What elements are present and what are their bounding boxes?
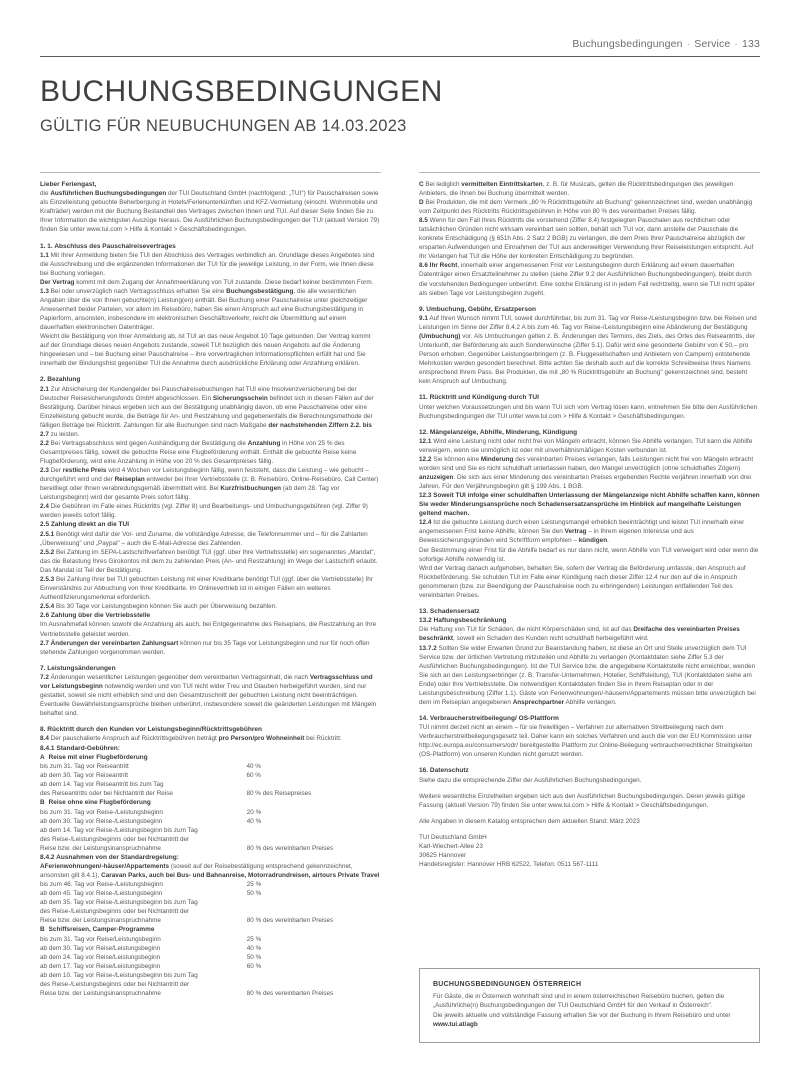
austria-box-url: www.tui.at/agb	[433, 1020, 478, 1028]
running-header	[40, 0, 760, 50]
table-row	[40, 789, 381, 798]
right-column-rule	[419, 172, 760, 173]
left-column-rule	[40, 172, 381, 173]
table-row	[40, 889, 381, 898]
austria-conditions-box	[419, 968, 760, 1043]
clause-2-1: 2.1 Zur Absicherung der Kundengelder bei Pauschalreisebuchungen hat TUI eine Insolvenzversicherung bei der Deutscher Reisesicherungsfonds GmbH abgeschlossen. Ein Sicherungsschein befindet sich in diesen Fällen auf der Bestätigung. Darüber hinaus ergeben sich aus der Bestätigung unabhängig davon, ob eine Pauschalreise oder eine Einzelleistung gebucht wurde, die Beträge für An- und Restzahlung und gegebenenfalls die Berechnungsmethode der fälligen Beträge bei Rücktritt. Zahlungen für alle Buchungen sind nach Maßgabe der nachstehenden Ziffern 2.2. bis 2.7 zu leisten.	[40, 385, 374, 438]
table-row	[40, 898, 381, 907]
fee-label: des Reiseantritts oder bei Nichtantritt der Reise	[40, 790, 173, 798]
clause-8-5: 8.5 Wenn für den Fall Ihres Rücktritts die vorstehend (Ziffer 8.4) festgelegten Pauschalen aus rechtlichen oder tatsächlichen Gründen nicht wirksam vereinbart sein sollten, behält sich TUI vor, dann anstelle der Pauschale die konkrete Entschädigung (§ 651h Abs. 2 Satz 2 BGB) zu verlangen, die dem Preis Ihrer Pauschalreise abzüglich der ersparten Aufwendungen und Einnahmen der TUI aus anderweitiger Verwendung Ihrer Reiseleistungen entspricht. Auf Ihr Verlangen hat TUI die Höhe der konkreten Entschädigung zu begründen.	[419, 217, 754, 261]
fee-value: 60 %	[246, 962, 262, 970]
clause-7-2: 7.2 Änderungen wesentlicher Leistungen gegenüber dem vereinbarten Vertragsinhalt, die nach Vertragsschluss und vor Leistungsbeginn notwendig werden und von TUI nicht wider Treu und Glauben herbeigeführt wurden, sind nur gestattet, soweit sie nicht erheblich sind und den Gesamtzuschnitt der gebuchten Leistung nicht beeinträchtigen. Eventuelle Gewährleistungsansprüche bleiben unberührt, insbesondere soweit die geänderten Leistungen mit Mängeln behaftet sind.	[40, 673, 377, 718]
fee-value: 80 % des vereinbarten Preises	[246, 844, 334, 852]
table-row	[40, 780, 381, 789]
exception-a-letter: A	[40, 863, 45, 871]
fee-table-exception-b-body	[40, 935, 381, 998]
clause-1-4: Weicht die Bestätigung von Ihrer Anmeldung ab, ist TUI an das neue Angebot 10 Tage gebunden. Der Vertrag kommt auf der Grundlage dieses neuen Angebots zustande, soweit TUI bezüglich des neuen Angebots auf die Änderung hingewiesen und – bei Buchung einer Pauschalreise – ihre vorvertraglichen Informationspflichten erfüllt hat und Sie innerhalb der Bindungsfrist gegenüber TUI die Annahme durch ausdrückliche Erklärung oder Anzahlung erklären.	[40, 333, 371, 368]
fee-label: bis zum 31. Tag vor Reiseantritt	[40, 763, 129, 771]
fee-group-b-title: B Reise ohne eine Flugbeförderung	[40, 799, 151, 807]
table-row	[40, 817, 381, 826]
heading-8: 8. Rücktritt durch den Kunden vor Leistungsbeginn/Rücktrittsgebühren	[40, 726, 263, 734]
clause-14: TUI nimmt derzeit nicht an einem – für sie freiwilligen – Verfahren zur alternativen Streitbeilegung nach dem Verbraucherstreitbeilegungsgesetz teil. Daher kann ein solches Verfahren und auch die von der EU Kommission unter http://ec.europa.eu/consumers/odr/ bereitgestellte Plattform zur Online-Beilegung verbraucherrechtlicher Streitigkeiten (OS-Plattform) von unseren Kunden nicht genutzt werden.	[419, 724, 753, 759]
fee-label: des Reise-/Leistungsbeginns oder bei Nichtantritt der	[40, 835, 190, 843]
fee-label: ab dem 30. Tag vor Reise/Leistungsbeginn	[40, 944, 161, 952]
clause-16: Siehe dazu die entsprechende Ziffer der Ausführlichen Buchungsbedingungen.	[419, 776, 642, 784]
table-row	[40, 962, 381, 971]
fee-label: ab dem 35. Tag vor Reise-/Leistungsbeginn bis zum Tag	[40, 899, 198, 907]
fee-value: 25 %	[246, 881, 262, 889]
fee-table-a-body	[40, 762, 381, 798]
table-row	[40, 844, 381, 853]
fee-label: ab dem 24. Tag vor Reise/Leistungsbeginn	[40, 953, 161, 961]
clause-12-4: 12.4 Ist die gebuchte Leistung durch einen Leistungsmangel erheblich beeinträchtigt und leistet TUI innerhalb einer angemessenen Frist keine Abhilfe, können Sie den Vertrag – in Ihrem eigenen Interesse und aus Beweissicherungsgründen wird Schriftform empfohlen – kündigen.	[419, 519, 745, 545]
fee-label: Reise bzw. der Leistungsinanspruchnahme	[40, 917, 161, 925]
fee-label: des Reise-/Leistungsbeginns oder bei Nichtantritt der	[40, 908, 190, 916]
clause-2-5-2: 2.5.2 Bei Zahlung im SEPA-Lastschriftverfahren benötigt TUI (ggf. über Ihre Vertriebsstelle) ein sogenanntes „Mandat", das die Belastung Ihres Girokontos mit dem zu zahlenden Preis (An- und Restzahlung) im Wege der Lastschrift erlaubt. Das Mandat ist Teil der Bestätigung.	[40, 548, 378, 574]
fee-group-a-letter: A	[40, 753, 45, 761]
fee-value: 40 %	[246, 817, 262, 825]
fee-value: 20 %	[246, 808, 262, 816]
fee-label: ab dem 14. Tag vor Reiseantritt bis zum Tag	[40, 781, 164, 789]
fee-table-b	[40, 808, 381, 853]
table-row	[40, 835, 381, 844]
fee-value	[247, 898, 381, 907]
clause-13-2: Die Haftung von TUI für Schäden, die nicht Körperschäden sind, ist auf das Dreifache des vereinbarten Preises beschränkt, soweit ein Schaden des Kunden nicht schuldhaft herbeigeführt wird.	[419, 626, 740, 643]
clause-2-5-1: 2.5.1 Benötigt wird dafür der Vor- und Zuname, die vollständige Adresse, die Telefonnummer und – für die Zahlarten „Überweisung" und „Paypal" – auch die E-Mail-Adresse des Zahlenden.	[40, 530, 368, 547]
fee-label: bis zum 31. Tag vor Reise-/Leistungsbeginn	[40, 808, 163, 816]
austria-box-title: BUCHUNGSBEDINGUNGEN ÖSTERREICH	[433, 981, 582, 989]
clause-2-2: 2.2 Bei Vertragsabschluss wird gegen Aushändigung der Bestätigung die Anzahlung in Höhe von 25 % des Gesamtpreises fällig, soweit die gebuchte Reise eine Flugbeförderung enthält. Enthält die gebuchte Reise keine Flugbeförderung, wird eine Anzahlung in Höhe von 20 % des Gesamtpreises fällig.	[40, 440, 357, 466]
exception-b-title: B Schiffsreisen, Camper-Programme	[40, 926, 155, 934]
heading-9: 9. Umbuchung, Gebühr, Ersatzperson	[419, 305, 536, 313]
company-street: Karl-Wiechert-Allee 23	[419, 842, 483, 850]
fee-label: des Reise-/Leistungsbeginns oder bei Nichtantritt der	[40, 980, 190, 988]
fee-label: ab dem 30. Tag vor Reise-/Leistungsbeginn	[40, 817, 163, 825]
table-row	[40, 880, 381, 889]
page-title: BUCHUNGSBEDINGUNGEN	[40, 75, 443, 108]
table-row	[40, 953, 381, 962]
intro-paragraph: die Ausführlichen Buchungsbedingungen der TUI Deutschland GmbH (nachfolgend: „TUI") für Pauschalreisen sowie als Einzelleistung gebuchte Beherbergung in Hotels/Ferienunterkünften und KFZ-Vermietung (einschl. Wohnmobile und Krafträder) werden mit der Buchung Bestandteil des Vertrages zwischen Ihnen und TUI. Auf dieser Seite finden Sie zu Ihrer Information die wichtigsten Auszüge hieraus. Die Ausführlichen Buchungsbedingungen der TUI (aktuell Version 79) finden Sie unter www.tui.com > Hilfe & Kontakt > Geschäftsbedingungen.	[40, 190, 380, 234]
clause-12-1: 12.1 Wird eine Leistung nicht oder nicht frei von Mängeln erbracht, können Sie Abhilfe verlangen. TUI kann die Abhilfe verweigern, wenn sie unmöglich ist oder mit unverhältnismäßigen Kosten verbunden ist.	[419, 437, 753, 455]
fee-label: Reise bzw. der Leistungsinanspruchnahme	[40, 844, 161, 852]
closing-paragraph: Weitere wesentliche Einzelheiten ergeben sich aus den Ausführlichen Buchungsbedingungen. Deren jeweils gültige Fassung (aktuell Version 79) finden Sie unter www.tui.com > Hilfe & Kontakt > Geschäftsbedingungen.	[419, 792, 746, 809]
fee-value: 60 %	[246, 772, 261, 780]
table-row	[40, 826, 381, 835]
table-row	[40, 935, 381, 944]
table-row	[40, 762, 381, 771]
fee-value: 50 %	[246, 953, 262, 961]
clause-8-6: 8.6 Ihr Recht, innerhalb einer angemessenen Frist vor Leistungsbeginn durch Erklärung auf einem dauerhaften Datenträger einen Ersatzteilnehmer zu stellen (siehe Ziffer 9.2 der Ausführlichen Buchungsbedingungen), bleibt durch die vorstehenden Bedingungen unberührt. Eine solche Erklärung ist in jedem Fall rechtzeitig, wenn sie TUI nicht später als sieben Tage vor Leistungsbeginn zugeht.	[419, 262, 755, 297]
fee-group-a-title: A Reise mit einer Flugbeförderung	[40, 753, 148, 761]
clause-12-4-c: Wird der Vertrag danach aufgehoben, behalten Sie, sofern der Vertrag die Beförderung umfasste, den Anspruch auf Rückbeförderung. Sie schulden TUI im Falle einer Kündigung nach dieser Ziffer 12.4 nur den auf die in Anspruch genommenen (bzw. zur Beendigung der Pauschalreise noch zu erbringenden) Leistungen entfallenden Teil des vereinbarten Preises.	[419, 564, 746, 599]
fee-label: ab dem 17. Tag vor Reise/Leistungsbeginn	[40, 962, 161, 970]
exception-c: C Bei lediglich vermittelten Eintrittskarten, z. B. für Musicals, gelten die Rücktrittsbedingungen des jeweiligen Anbieters, die Ihnen bei Buchung übermittelt werden.	[419, 181, 734, 198]
clause-1-2: Der Vertrag kommt mit dem Zugang der Annahmeerklärung von TUI zustande. Diese bedarf keiner bestimmten Form.	[40, 278, 374, 286]
heading-13: 13. Schadensersatz	[419, 607, 480, 615]
fee-value: 80 % des Reisepreises	[246, 790, 312, 798]
breadcrumb-separator-1: ·	[686, 38, 691, 50]
fee-label: bis zum 46. Tag vor Reise-/Leistungsbeginn	[40, 881, 163, 889]
fee-value	[247, 907, 381, 916]
clause-1-1: 1.1 Mit Ihrer Anmeldung bieten Sie TUI den Abschluss des Vertrages verbindlich an. Grundlage dieses Angebotes sind die Ausschreibung und die ergänzenden Informationen der TUI für die jeweilige Leistung, in der Form, wie Ihnen diese bei Buchung vorliegen.	[40, 251, 375, 277]
fee-value: 50 %	[246, 890, 262, 898]
exception-d: D Bei Produkten, die mit dem Vermerk „80 % Rücktrittsgebühr ab Buchung" gekennzeichnet sind, werden unabhängig vom Zeitpunkt des Rücktritts Rücktrittsgebühren in Höhe von 80 % des vereinbarten Preises fällig.	[419, 199, 753, 216]
clause-2-7: 2.7 Änderungen der vereinbarten Zahlungsart können nur bis 35 Tage vor Leistungsbeginn und nur für noch offen stehende Zahlungen vorgenommen werden.	[40, 639, 370, 656]
clause-12-4-b: Der Bestimmung einer Frist für die Abhilfe bedarf es nur dann nicht, wenn Abhilfe von TUI verweigert wird oder wenn die sofortige Abhilfe notwendig ist.	[419, 546, 759, 563]
fee-value	[247, 980, 381, 989]
fee-label: Reise bzw. der Leistungsinanspruchnahme	[40, 990, 161, 998]
fee-table-b-body	[40, 808, 381, 853]
austria-box-line-1: Für Gäste, die in Österreich wohnhaft sind und in einem österreichischen Reisebüro buchen, gelten die „Ausführliche(n) Buchungsbedingungen der TUI Deutschland GmbH für den Verkauf in Österreich".	[433, 993, 725, 1010]
heading-8-4-1: 8.4.1 Standard-Gebühren:	[40, 744, 120, 752]
fee-label: ab dem 30. Tag vor Reiseantritt	[40, 772, 129, 780]
heading-11: 11. Rücktritt und Kündigung durch TUI	[419, 394, 539, 402]
fee-table-exception-a-body	[40, 880, 381, 925]
table-row	[40, 771, 381, 780]
fee-label: bis zum 31. Tag vor Reise/Leistungsbeginn	[40, 935, 161, 943]
breadcrumb-section: Buchungsbedingungen	[572, 38, 683, 50]
clause-2-3: 2.3 Der restliche Preis wird 4 Wochen vor Leistungsbeginn fällig, wenn feststeht, dass die Leistung – wie gebucht – durchgeführt wird und der Reiseplan entweder bei Ihrer Vertriebsstelle (z. B. Reisebüro, Online-Reisebüro, Call Center) bereitliegt oder Ihnen verabredungsgemäß übermittelt wird. Bei Kurzfristbuchungen (ab dem 28. Tag vor Leistungsbeginn) wird der gesamte Preis sofort fällig.	[40, 467, 379, 502]
fee-group-b-letter: B	[40, 799, 45, 807]
exception-b-letter: B	[40, 926, 45, 934]
company-city: 30625 Hannover	[419, 851, 467, 859]
fee-value	[246, 780, 381, 789]
clause-8-4: 8.4 Der pauschalierte Anspruch auf Rücktrittsgebühren beträgt pro Person/pro Wohneinheit bei Rücktritt:	[40, 735, 342, 743]
fee-label: ab dem 45. Tag vor Reise-/Leistungsbeginn	[40, 890, 163, 898]
heading-2-5: 2.5 Zahlung direkt an die TUI	[40, 521, 130, 529]
left-column	[40, 172, 381, 1047]
fee-value	[247, 835, 381, 844]
clause-12-2: 12.2 Sie können eine Minderung des vereinbarten Preises verlangen, falls Leistungen nicht frei von Mängeln erbracht worden sind und Sie es nicht schuldhaft unterlassen haben, den Mangel unverzüglich (ohne schuldhaftes Zögern) anzuzeigen. Die sich aus einer Minderung des vereinbarten Preises ergebenden Rechte verjähren innerhalb von drei Jahren. Für den Verjährungsbeginn gilt § 199 Abs. 1 BGB.	[419, 456, 754, 491]
clause-2-5-4: 2.5.4 Bis 30 Tage vor Leistungsbeginn können Sie auch per Überweisung bezahlen.	[40, 603, 278, 611]
clause-2-5-3: 2.5.3 Bei Zahlung Ihrer bei TUI gebuchten Leistung mit einer Kreditkarte benötigt TUI (ggf. über die Vertriebsstelle) Ihr Einverständnis zur Abbuchung von Ihrer Kreditkarte. Im Onlinevertrieb ist in einigen Fällen ein weiteres Authentifizierungsmerkmal erforderlich.	[40, 575, 373, 602]
clause-11: Unter welchen Voraussetzungen und bis wann TUI sich vom Vertrag lösen kann, entnehmen Sie bitte den Ausführlichen Buchungsbedingungen der TUI unter www.tui.com > Hilfe & Kontakt > Geschäftsbedingungen.	[419, 403, 758, 420]
table-row	[40, 980, 381, 989]
fee-value: 80 % des vereinbarten Preises	[246, 917, 334, 925]
fee-label: ab dem 14. Tag vor Reise-/Leistungsbeginn bis zum Tag	[40, 826, 198, 834]
heading-1: 1. 1. Abschluss des Pauschalreisevertrages	[40, 242, 176, 250]
fee-value: 80 % des vereinbarten Preises	[246, 990, 334, 998]
fee-table-a	[40, 762, 381, 798]
salutation: Lieber Feriengast,	[40, 181, 97, 188]
clause-2-4: 2.4 Die Gebühren im Falle eines Rücktritts (vgl. Ziffer 8) und Bearbeitungs- und Umbuchungsgebühren (vgl. Ziffer 9) werden jeweils sofort fällig.	[40, 503, 368, 520]
table-row	[40, 944, 381, 953]
company-name: TUI Deutschland GmbH	[419, 833, 487, 841]
clause-12-3: 12.3 Soweit TUI infolge einer schuldhaften Unterlassung der Mängelanzeige nicht Abhilfe schaffen kann, können Sie weder Minderungsansprüche noch Schadensersatzansprüche im Hinblick auf mangelhafte Leistungen geltend machen.	[419, 492, 760, 518]
heading-12: 12. Mängelanzeige, Abhilfe, Minderung, Kündigung	[419, 428, 578, 436]
header-divider	[40, 56, 760, 57]
fee-table-exception-a	[40, 880, 381, 925]
fee-value: 40 %	[246, 763, 261, 771]
fee-value: 40 %	[246, 944, 262, 952]
breadcrumb-service: Service	[694, 38, 731, 50]
heading-2-6: 2.6 Zahlung über die Vertriebsstelle	[40, 612, 151, 620]
heading-16: 16. Datenschutz	[419, 767, 469, 775]
austria-box-line-2: Die jeweils aktuelle und vollständige Fassung erhalten Sie vor der Buchung in Ihrem Reisebüro und unter www.tui.at/agb	[433, 1011, 731, 1028]
page-number: 133	[742, 38, 760, 50]
fee-label: ab dem 10. Tag vor Reise-/Leistungsbeginn bis zum Tag	[40, 971, 198, 979]
page-subtitle: GÜLTIG FÜR NEUBUCHUNGEN AB 14.03.2023	[40, 117, 407, 135]
heading-8-4-2: 8.4.2 Ausnahmen von der Standardregelung:	[40, 853, 179, 861]
fee-value	[247, 826, 381, 835]
heading-2: 2. Bezahlung	[40, 376, 81, 384]
heading-14: 14. Verbraucherstreitbeilegung/ OS-Plattform	[419, 714, 559, 722]
clause-13-7-2: 13.7.2 Sollten Sie wider Erwarten Grund zur Beanstandung haben, ist diese an Ort und Stelle unverzüglich dem TUI Service bzw. der örtlichen Vertretung mitzuteilen und Abhilfe zu verlangen (Kontaktdaten siehe Ziffer 5.3 der Ausführlichen Buchungsbedingungen). Ist der TUI Service bzw. die angegebene Kontaktstelle nicht erreichbar, wenden Sie sich an den Leistungserbringer (z. B. Transfer-Unternehmen, Hotelier, Schiffsleitung), TUI (Kontaktdaten siehe am Ende) oder Ihre Vertriebsstelle. Die notwendigen Kontaktdaten finden Sie in Ihrem Reiseplan oder in der Leistungsbeschreibung (Ziffer 1.1). Gäste von Ferienwohnungen/-häusern/Appartements müssen bitte unverzüglich bei dem im Reiseplan angegebenen Ansprechpartner Abhilfe verlangen.	[419, 644, 756, 706]
fee-value: 25 %	[246, 935, 262, 943]
clause-9-1: 9.1 Auf Ihren Wunsch nimmt TUI, soweit durchführbar, bis zum 31. Tag vor Reise-/Leistungsbeginn bzw. bei Reisen und Leistungen im Sinne der Ziffer 8.4.2 A bis zum 46. Tag vor Reise-/Leistungsbeginn eine Abänderung der Bestätigung (Umbuchung) vor. Als Umbuchungen gelten z. B. Änderungen des Termins, des Ziels, des Ortes des Reiseantritts, der Unterkunft, der Beförderung als auch Sonderwünsche (Ziffer 5.1). Dafür wird eine gesonderte Gebühr von € 50,– pro Person erhoben. Gegenüber Leistungserbringern (z. B. Fluggesellschaften und Anbietern von Campern) entstehende Mehrkosten werden gesondert berechnet. Bitte achten Sie deshalb auch auf die korrekte Schreibweise Ihres Namens entsprechend Ihrem Pass. Bei Produkten, die mit „80 % Rücktrittsgebühr ab Buchung" gekennzeichnet sind, besteht kein Anspruch auf Umbuchung.	[419, 314, 757, 386]
table-row	[40, 971, 381, 980]
exception-a-text: AFerienwohnungen/-häuser/Appartements (soweit auf der Reisebestätigung entsprechend gekennzeichnet, ansonsten gilt 8.4.1), Caravan Parks, auch bei Bus- und Bahnanreise, Motorradrundreisen, airtours Private Travel	[40, 863, 380, 880]
fee-value	[247, 971, 381, 980]
fee-table-exception-b	[40, 935, 381, 998]
heading-13-2: 13.2 Haftungsbeschränkung	[419, 617, 507, 625]
body-columns	[40, 172, 760, 1047]
breadcrumb-separator-2: ·	[734, 38, 739, 50]
table-row	[40, 916, 381, 925]
title-block	[40, 75, 760, 136]
table-row	[40, 907, 381, 916]
right-column	[419, 172, 760, 1047]
clause-2-6: Im Ausnahmefall können sowohl die Anzahlung als auch, bei Entgegennahme des Reiseplans, die Restzahlung an Ihre Vertriebsstelle geleistet werden.	[40, 621, 377, 638]
heading-7: 7. Leistungsänderungen	[40, 664, 116, 672]
clause-1-3: 1.3 Bei oder unverzüglich nach Vertragsschluss erhalten Sie eine Buchungsbestätigung, die alle wesentlichen Angaben über die von Ihnen gebuchte(n) Leistung(en) enthält. Bei Buchung einer Pauschalreise unter gleichzeitiger Anwesenheit beider Parteien, vor allem im Reisebüro, haben Sie einen Anspruch auf eine Buchungsbestätigung in Papierform, ansonsten, insbesondere im elektronischen Geschäftsverkehr, reicht die Übermittlung auf einem dauerhaften elektronischen Datenträger.	[40, 288, 368, 332]
table-row	[40, 808, 381, 817]
table-row	[40, 989, 381, 998]
company-registration: Handelsregister: Hannover HRB 62522, Telefon: 0511 567-1111	[419, 860, 599, 868]
catalog-status: Alle Angaben in diesem Katalog entsprechen dem aktuellen Stand: März 2023	[419, 817, 640, 825]
